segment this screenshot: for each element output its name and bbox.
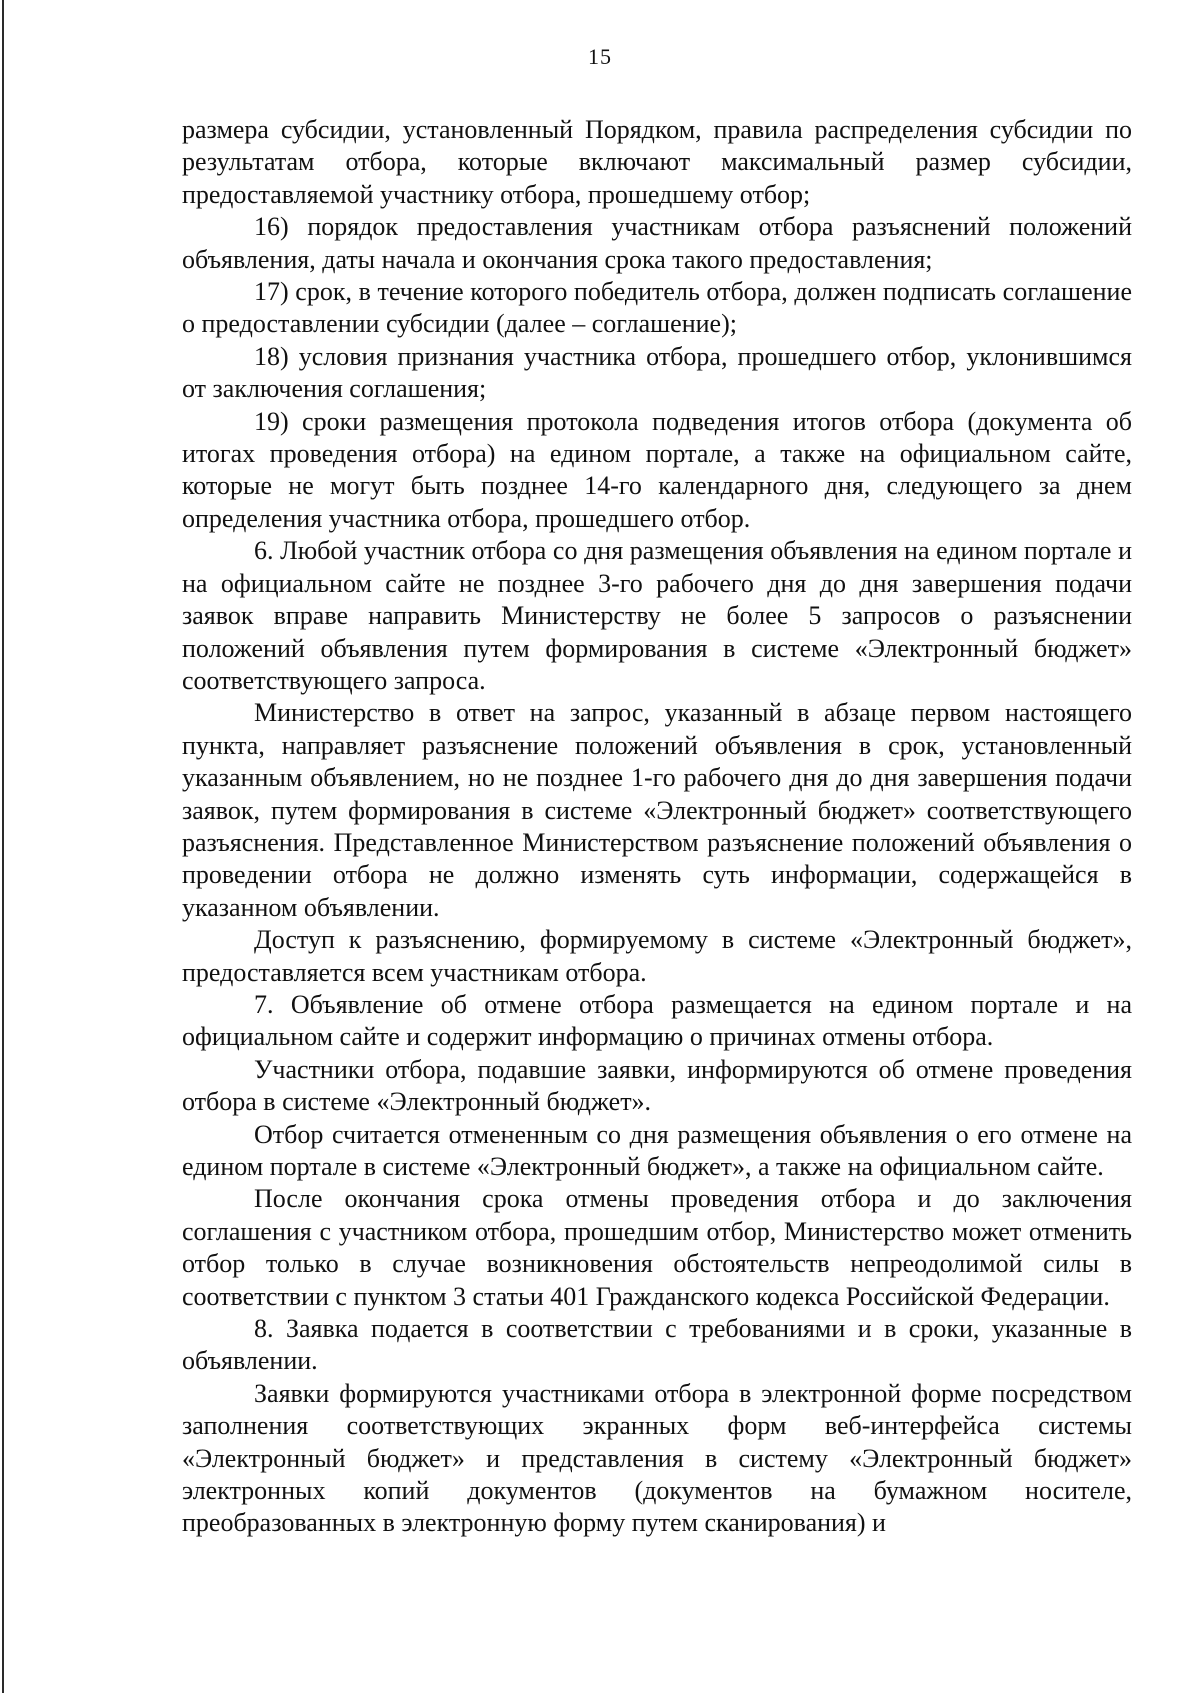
paragraph-participants-informed: Участники отбора, подавшие заявки, информируются об отмене проведения отбора в системе «Электронный бюджет». [182,1054,1132,1117]
paragraph-clause-7: 7. Объявление об отмене отбора размещается на едином портале и на официальном сайте и содержит информацию о причинах отмены отбора. [182,989,1132,1052]
scan-edge-line [2,0,4,1693]
page-number: 15 [588,44,612,69]
paragraph-item-17: 17) срок, в течение которого победитель отбора, должен подписать соглашение о предоставлении субсидии (далее – соглашение); [182,277,1132,339]
paragraph-clause-6: 6. Любой участник отбора со дня размещения объявления на едином портале и на официальном сайте не позднее 3-го рабочего дня до дня завершения подачи заявок вправе направить Министерству не более 5 запросов о разъяснении положений объявления путем формирования в системе «Электронный бюджет» соответствующего запроса. [182,536,1132,695]
document-body [182,114,1132,1540]
paragraph-ministry-response: Министерство в ответ на запрос, указанный в абзаце первом настоящего пункта, направляет разъяснение положений объявления в срок, установленный указанным объявлением, но не позднее 1-го рабочего дня до дня завершения подачи заявок, путем формирования в системе «Электронный бюджет» соответствующего разъяснения. Представленное Министерством разъяснение положений объявления о проведении отбора не должно изменять суть информации, содержащейся в указанном объявлении. [182,698,1132,922]
paragraph-access: Доступ к разъяснению, формируемому в системе «Электронный бюджет», предоставляется всем участникам отбора. [182,925,1132,987]
paragraph-continuation: размера субсидии, установленный Порядком, правила распределения субсидии по результатам отбора, которые включают максимальный размер субсидии, предоставляемой участнику отбора, прошедшему отбор; [182,115,1132,209]
paragraph-force-majeure: После окончания срока отмены проведения отбора и до заключения соглашения с участником отбора, прошедшим отбор, Министерство может отменить отбор только в случае возникновения обстоятельств непреодолимой силы в соответствии с пунктом 3 статьи 401 Гражданского кодекса Российской Федерации. [182,1184,1132,1311]
paragraph-item-18: 18) условия признания участника отбора, прошедшего отбор, уклонившимся от заключения соглашения; [182,341,1132,404]
paragraph-item-19: 19) сроки размещения протокола подведения итогов отбора (документа об итогах проведения отбора) на едином портале, а также на официальном сайте, которые не могут быть позднее 14-го календарного дня, следующего за днем определения участника отбора, прошедшего отбор. [182,406,1132,533]
paragraph-application-forms: Заявки формируются участниками отбора в электронной форме посредством заполнения соответствующих экранных форм веб-интерфейса системы «Электронный бюджет» и представления в систему «Электронный бюджет» электронных копий документов (документов на бумажном носителе, преобразованных в электронную форму путем сканирования) и [182,1378,1132,1538]
paragraph-item-16: 16) порядок предоставления участникам отбора разъяснений положений объявления, даты начала и окончания срока такого предоставления; [182,212,1132,274]
paragraph-cancellation-date: Отбор считается отмененным со дня размещения объявления о его отмене на едином портале в системе «Электронный бюджет», а также на официальном сайте. [182,1119,1132,1181]
paragraph-clause-8: 8. Заявка подается в соответствии с требованиями и в сроки, указанные в объявлении. [182,1314,1132,1376]
